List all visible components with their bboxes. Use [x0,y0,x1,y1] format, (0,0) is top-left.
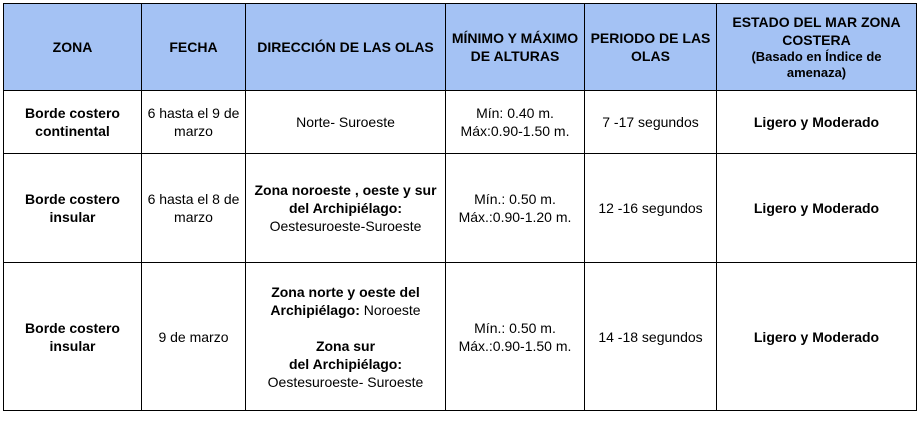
cell-fecha: 9 de marzo [142,263,246,411]
cell-periodo: 7 -17 segundos [585,91,717,154]
table-row [4,263,917,411]
direccion-bloque-a [250,283,441,319]
header-zona: ZONA [4,4,142,91]
cell-fecha: 6 hasta el 8 de marzo [142,154,246,263]
direccion-archipielago: del Archipiélago: [288,200,403,216]
cell-estado: Ligero y Moderado [717,154,917,263]
cell-alturas [446,263,585,411]
cell-estado: Ligero y Moderado [717,263,917,411]
direccion-archipielago-b: del Archipiélago: [288,355,403,372]
header-estado [717,4,917,91]
spacer [250,319,441,337]
header-direccion: DIRECCIÓN DE LAS OLAS [246,4,446,91]
table-row [4,154,917,263]
direccion-zona-b: Zona sur [315,337,376,354]
cell-periodo: 12 -16 segundos [585,154,717,263]
header-estado-note: (Basado en Índice de amenaza) [751,49,882,80]
cell-fecha: 6 hasta el 9 de marzo [142,91,246,154]
header-fecha: FECHA [142,4,246,91]
altura-min: Mín.: 0.50 m. [474,319,556,336]
altura-min: Mín: 0.40 m. [476,105,554,121]
header-row [4,4,917,91]
direccion-valor: Oestesuroeste-Suroeste [269,218,422,234]
altura-max: Máx:0.90-1.50 m. [460,123,570,139]
direccion-zona: Zona noroeste , oeste y sur [254,182,437,198]
cell-estado: Ligero y Moderado [717,91,917,154]
cell-periodo: 14 -18 segundos [585,263,717,411]
altura-max: Máx.:0.90-1.20 m. [458,209,572,225]
altura-min: Mín.: 0.50 m. [474,191,556,207]
cell-direccion: Norte- Suroeste [246,91,446,154]
cell-zona: Borde costero continental [4,91,142,154]
header-estado-title: ESTADO DEL MAR ZONA COSTERA [732,14,901,48]
header-periodo: PERIODO DE LAS OLAS [585,4,717,91]
direccion-zona-a: Zona norte y oeste del Archipiélago: [270,283,420,318]
cell-zona: Borde costero insular [4,154,142,263]
altura-max: Máx.:0.90-1.50 m. [458,337,572,354]
direccion-valor-b: Oestesuroeste- Suroeste [267,373,424,390]
cell-zona: Borde costero insular [4,263,142,411]
cell-direccion [246,154,446,263]
direccion-valor-a: Noroeste [359,301,421,318]
cell-alturas [446,91,585,154]
cell-alturas [446,154,585,263]
wave-forecast-table [3,3,917,411]
header-alturas: MÍNIMO Y MÁXIMO DE ALTURAS [446,4,585,91]
cell-direccion [246,263,446,411]
table-row [4,91,917,154]
